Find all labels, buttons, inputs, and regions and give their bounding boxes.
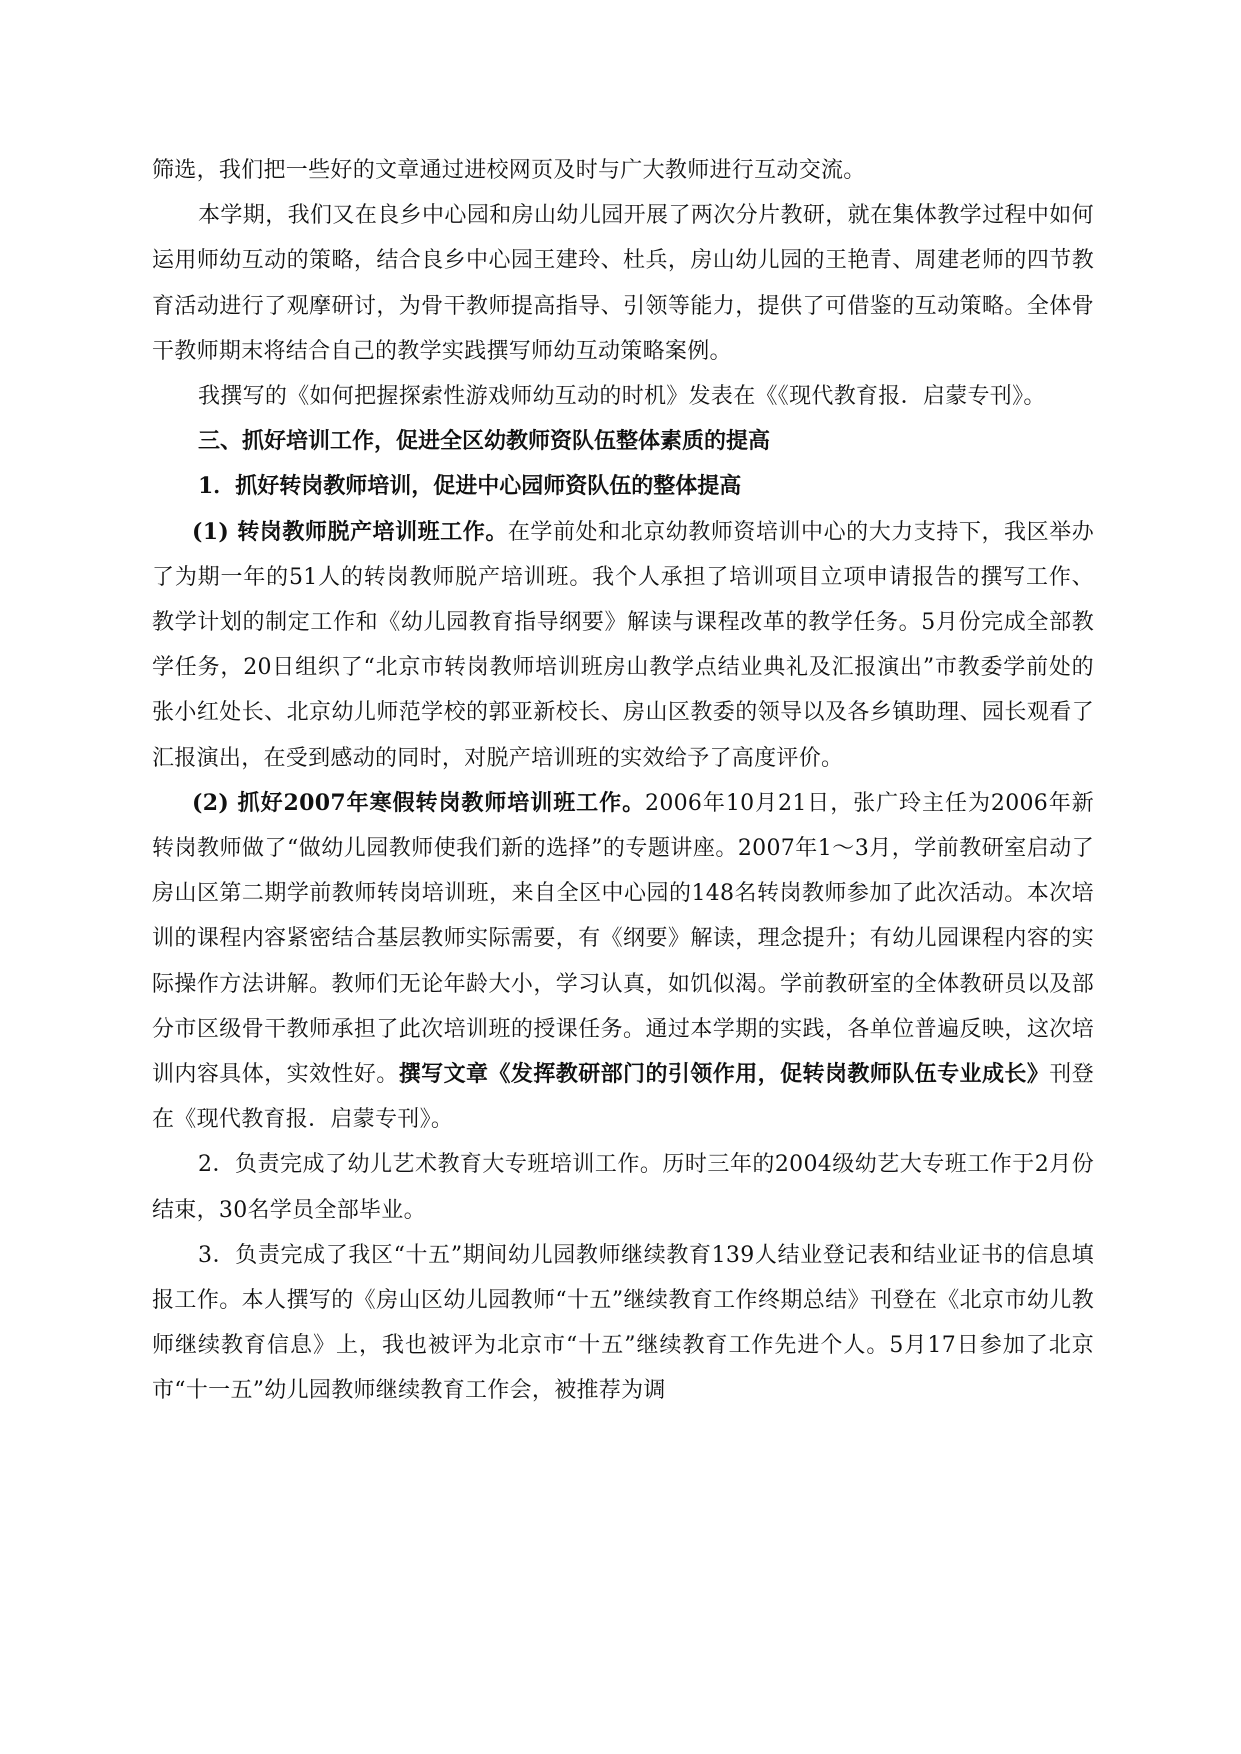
paragraph-text: 刊登在《现代教育报．启蒙专刊》。 [152, 1062, 1094, 1133]
paragraph-lead-bold: (1) 转岗教师脱产培训班工作。 [192, 518, 508, 545]
paragraph-text: 2006年10月21日，张广玲主任为2006年新转岗教师做了“做幼儿园教师使我们新的选择”的专题讲座。2007年1～3月，学前教研室启动了房山区第二期学前教师转岗培训班，来自全区中心园的148名转岗教师参加了此次活动。本次培训的课程内容紧密结合基层教师实际需要，有《纲要》解读，理念提升；有幼儿园课程内容的实际操作方法讲解。教师们无论年龄大小，学习认真，如饥似渴。学前教研室的全体教研员以及部分市区级骨干教师承担了此次培训班的授课任务。通过本学期的实践，各单位普遍反映，这次培训内容具体，实效性好。 [152, 790, 1094, 1088]
article-title-bold: 撰写文章《发挥教研部门的引领作用，促转岗教师队伍专业成长》 [398, 1061, 1050, 1088]
paragraph-published-article: 我撰写的《如何把握探索性游戏师幼互动的时机》发表在《《现代教育报．启蒙专刊》。 [198, 384, 1046, 410]
paragraph-continuation: 筛选，我们把一些好的文章通过进校网页及时与广大教师进行互动交流。 [152, 158, 866, 183]
paragraph-teaching-research: 本学期，我们又在良乡中心园和房山幼儿园开展了两次分片教研，就在集体教学过程中如何运用师幼互动的策略，结合良乡中心园王建玲、杜兵，房山幼儿园的王艳青、周建老师的四节教育活动进行了观摩研讨，为骨干教师提高指导、引领等能力，提供了可借鉴的互动策略。全体骨干教师期末将结合自己的教学实践撰写师幼互动策略案例。 [152, 203, 1094, 364]
paragraph-art-education: 2．负责完成了幼儿艺术教育大专班培训工作。历时三年的2004级幼艺大专班工作于2月份结束，30名学员全部毕业。 [152, 1152, 1094, 1223]
paragraph-fulltime-training [152, 510, 1094, 781]
section-heading-training: 三、抓好培训工作，促进全区幼教师资队伍整体素质的提高 [198, 428, 771, 455]
paragraph-text: 在学前处和北京幼教师资培训中心的大力支持下，我区举办了为期一年的51人的转岗教师脱产培训班。我个人承担了培训项目立项申请报告的撰写工作、教学计划的制定工作和《幼儿园教育指导纲要》解读与课程改革的教学任务。5月份完成全部教学任务，20日组织了“北京市转岗教师培训班房山教学点结业典礼及汇报演出”市教委学前处的张小红处长、北京幼儿师范学校的郭亚新校长、房山区教委的领导以及各乡镇助理、园长观看了汇报演出，在受到感动的同时，对脱产培训班的实效给予了高度评价。 [152, 519, 1094, 771]
subsection-heading-transfer-teachers: 1．抓好转岗教师培训，促进中心园师资队伍的整体提高 [198, 473, 742, 500]
paragraph-winter-training [152, 781, 1094, 1143]
paragraph-lead-bold: (2) 抓好2007年寒假转岗教师培训班工作。 [192, 789, 646, 816]
paragraph-continuing-education: 3．负责完成了我区“十五”期间幼儿园教师继续教育139人结业登记表和结业证书的信息填报工作。本人撰写的《房山区幼儿园教师“十五”继续教育工作终期总结》刊登在《北京市幼儿教师继续教育信息》上，我也被评为北京市“十五”继续教育工作先进个人。5月17日参加了北京市“十一五”幼儿园教师继续教育工作会，被推荐为调 [152, 1242, 1094, 1404]
document-body [152, 148, 1094, 1414]
